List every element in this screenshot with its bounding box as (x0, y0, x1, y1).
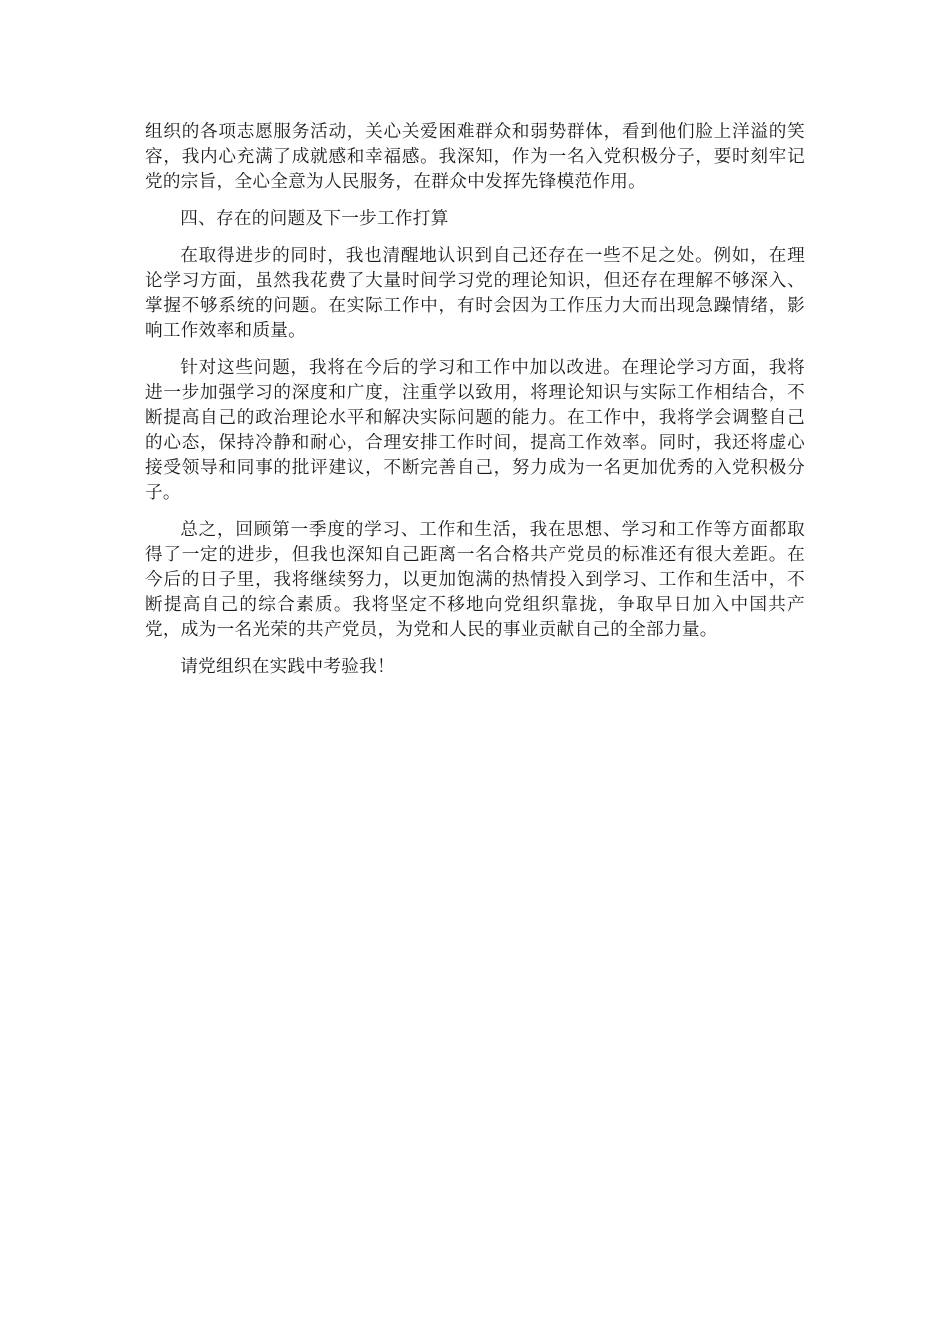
paragraph-continuation: 组织的各项志愿服务活动，关心关爱困难群众和弱势群体，看到他们脸上洋溢的笑容，我内心充满了成就感和幸福感。我深知，作为一名入党积极分子，要时刻牢记党的宗旨，全心全意为人民服务，在群众中发挥先锋模范作用。 (145, 122, 805, 192)
document-body (145, 120, 805, 692)
paragraph-closing: 请党组织在实践中考验我！ (180, 657, 395, 677)
paragraph-shortcomings: 在取得进步的同时，我也清醒地认识到自己还存在一些不足之处。例如，在理论学习方面，虽然我花费了大量时间学习党的理论知识，但还存在理解不够深入、掌握不够系统的问题。在实际工作中，有时会因为工作压力大而出现急躁情绪，影响工作效率和质量。 (145, 246, 805, 341)
paragraph-improvements: 针对这些问题，我将在今后的学习和工作中加以改进。在理论学习方面，我将进一步加强学习的深度和广度，注重学以致用，将理论知识与实际工作相结合，不断提高自己的政治理论水平和解决实际问题的能力。在工作中，我将学会调整自己的心态，保持冷静和耐心，合理安排工作时间，提高工作效率。同时，我还将虚心接受领导和同事的批评建议，不断完善自己，努力成为一名更加优秀的入党积极分子。 (145, 358, 805, 503)
paragraph-summary: 总之，回顾第一季度的学习、工作和生活，我在思想、学习和工作等方面都取得了一定的进步，但我也深知自己距离一名合格共产党员的标准还有很大差距。在今后的日子里，我将继续努力，以更加饱满的热情投入到学习、工作和生活中，不断提高自己的综合素质。我将坚定不移地向党组织靠拢，争取早日加入中国共产党，成为一名光荣的共产党员，为党和人民的事业贡献自己的全部力量。 (145, 520, 805, 640)
section-heading: 四、存在的问题及下一步工作打算 (180, 209, 449, 229)
